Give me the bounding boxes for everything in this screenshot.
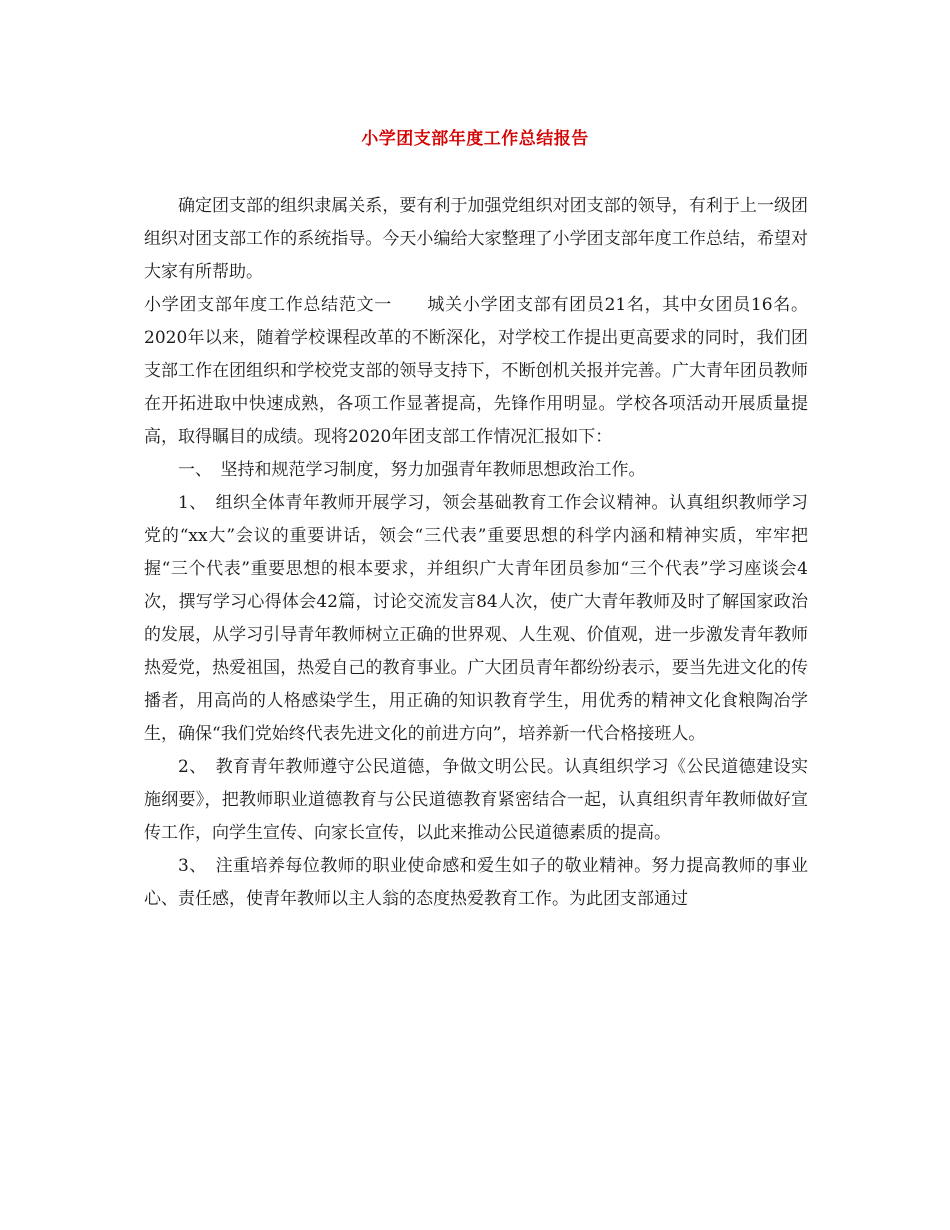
list-item-1: 1、 组织全体青年教师开展学习，领会基础教育工作会议精神。认真组织教师学习党的“xx大”会议的重要讲话，领会“三代表”重要思想的科学内涵和精神实质，牢牢把握“三个代表”重要思想的根本要求，并组织广大青年团员参加“三个代表”学习座谈会4次，撰写学习心得体会42篇，讨论交流发言84人次，使广大青年教师及时了解国家政治的发展，从学习引导青年教师树立正确的世界观、人生观、价值观，进一步激发青年教师热爱党，热爱祖国，热爱自己的教育事业。广大团员青年都纷纷表示，要当先进文化的传播者，用高尚的人格感染学生，用正确的知识教育学生，用优秀的精神文化食粮陶冶学生，确保“我们党始终代表先进文化的前进方向”，培养新一代合格接班人。 [144, 493, 808, 744]
sample-paragraph: 小学团支部年度工作总结范文一 城关小学团支部有团员21名，其中女团员16名。2020年以来，随着学校课程改革的不断深化，对学校工作提出更高要求的同时，我们团支部工作在团组织和学校党支部的领导支持下，不断创机关报并完善。广大青年团员教师在开拓进取中快速成熟，各项工作显著提高，先锋作用明显。学校各项活动开展质量提高，取得瞩目的成绩。现将2020年团支部工作情况汇报如下： [144, 295, 808, 447]
list-item-2: 2、 教育青年教师遵守公民道德，争做文明公民。认真组织学习《公民道德建设实施纲要》，把教师职业道德教育与公民道德教育紧密结合一起，认真组织青年教师做好宣传工作，向学生宣传、向家长宣传，以此来推动公民道德素质的提高。 [144, 757, 808, 843]
list-item-3: 3、 注重培养每位教师的职业使命感和爱生如子的敬业精神。努力提高教师的事业心、责任感，使青年教师以主人翁的态度热爱教育工作。为此团支部通过 [144, 856, 808, 909]
section-heading: 一、 坚持和规范学习制度，努力加强青年教师思想政治工作。 [178, 460, 646, 480]
intro-paragraph: 确定团支部的组织隶属关系，要有利于加强党组织对团支部的领导，有利于上一级团组织对团支部工作的系统指导。今天小编给大家整理了小学团支部年度工作总结，希望对大家有所帮助。 [144, 196, 808, 282]
document-body [144, 190, 808, 916]
document-title: 小学团支部年度工作总结报告 [361, 129, 589, 149]
